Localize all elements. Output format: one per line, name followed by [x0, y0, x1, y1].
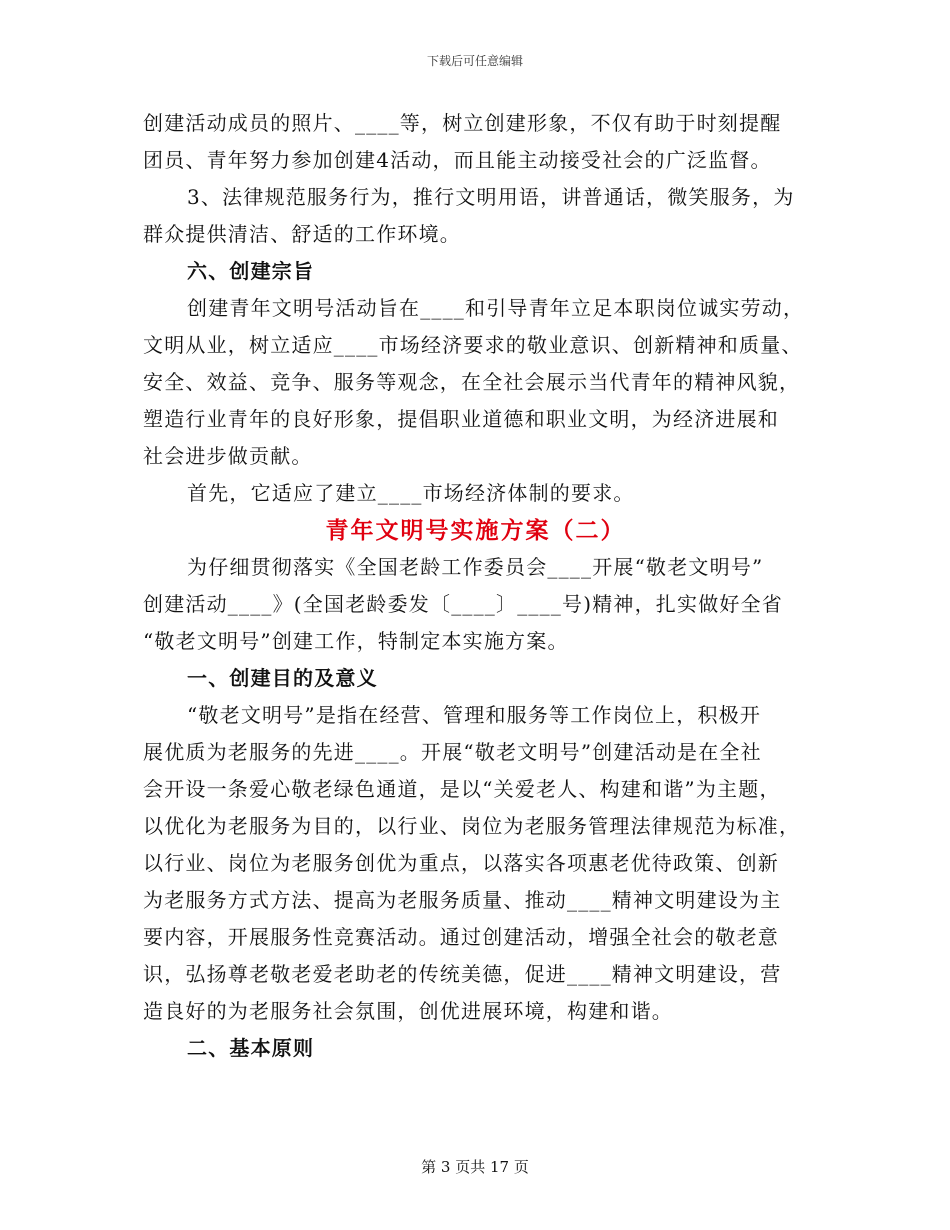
- body-line: 3、法律规范服务行为，推行文明用语，讲普通话，微笑服务，为: [187, 185, 795, 209]
- body-line: 识，弘扬尊老敬老爱老助老的传统美德，促进____精神文明建设，营: [143, 962, 782, 986]
- body-line: 会开设一条爱心敬老绿色通道，是以“关爱老人、构建和谐”为主题，: [143, 777, 781, 801]
- body-line: 以优化为老服务为目的，以行业、岗位为老服务管理法律规范为标准，: [143, 814, 801, 838]
- page-header-note: 下载后可任意编辑: [426, 54, 523, 68]
- section-heading-6: 六、创建宗旨: [187, 259, 315, 283]
- body-line: 创建青年文明号活动旨在____和引导青年立足本职岗位诚实劳动，: [187, 296, 805, 320]
- body-line: 文明从业，树立适应____市场经济要求的敬业意识、创新精神和质量、: [143, 333, 803, 357]
- body-line: 为老服务方式方法、提高为老服务质量、推动____精神文明建设为主: [143, 888, 782, 912]
- body-line: 创建活动____》(全国老龄委发〔____〕____号)精神，扎实做好全省: [143, 592, 784, 616]
- body-line: 为仔细贯彻落实《全国老龄工作委员会____开展“敬老文明号”: [187, 555, 764, 579]
- section-heading-1: 一、创建目的及意义: [187, 666, 378, 690]
- body-line: 以行业、岗位为老服务创优为重点，以落实各项惠老优待政策、创新: [143, 851, 779, 875]
- body-line: 群众提供清洁、舒适的工作环境。: [143, 222, 461, 246]
- body-line: 展优质为老服务的先进____。开展“敬老文明号”创建活动是在全社: [143, 740, 762, 764]
- body-line: 安全、效益、竞争、服务等观念，在全社会展示当代青年的精神风貌，: [143, 370, 801, 394]
- section-heading-2: 二、基本原则: [187, 1036, 315, 1060]
- body-line: 创建活动成员的照片、____等，树立创建形象，不仅有助于时刻提醒: [143, 111, 782, 135]
- body-line: 社会进步做贡献。: [143, 444, 313, 468]
- body-line: “敬老文明号”创建工作，特制定本实施方案。: [143, 629, 569, 653]
- body-line: 造良好的为老服务社会氛围，创优进展环境，构建和谐。: [143, 999, 673, 1023]
- body-line: 要内容，开展服务性竞赛活动。通过创建活动，增强全社会的敬老意: [143, 925, 779, 949]
- body-line: 首先，它适应了建立____市场经济体制的要求。: [187, 481, 635, 505]
- body-line: 塑造行业青年的良好形象，提倡职业道德和职业文明，为经济进展和: [143, 407, 779, 431]
- body-line: 团员、青年努力参加创建4活动，而且能主动接受社会的广泛监督。: [143, 148, 772, 172]
- body-line: “敬老文明号”是指在经营、管理和服务等工作岗位上，积极开: [187, 703, 762, 727]
- document-body: [143, 105, 808, 1067]
- document-title: 青年文明号实施方案（二）: [325, 517, 626, 544]
- page-number: 第 3 页共 17 页: [421, 1158, 529, 1176]
